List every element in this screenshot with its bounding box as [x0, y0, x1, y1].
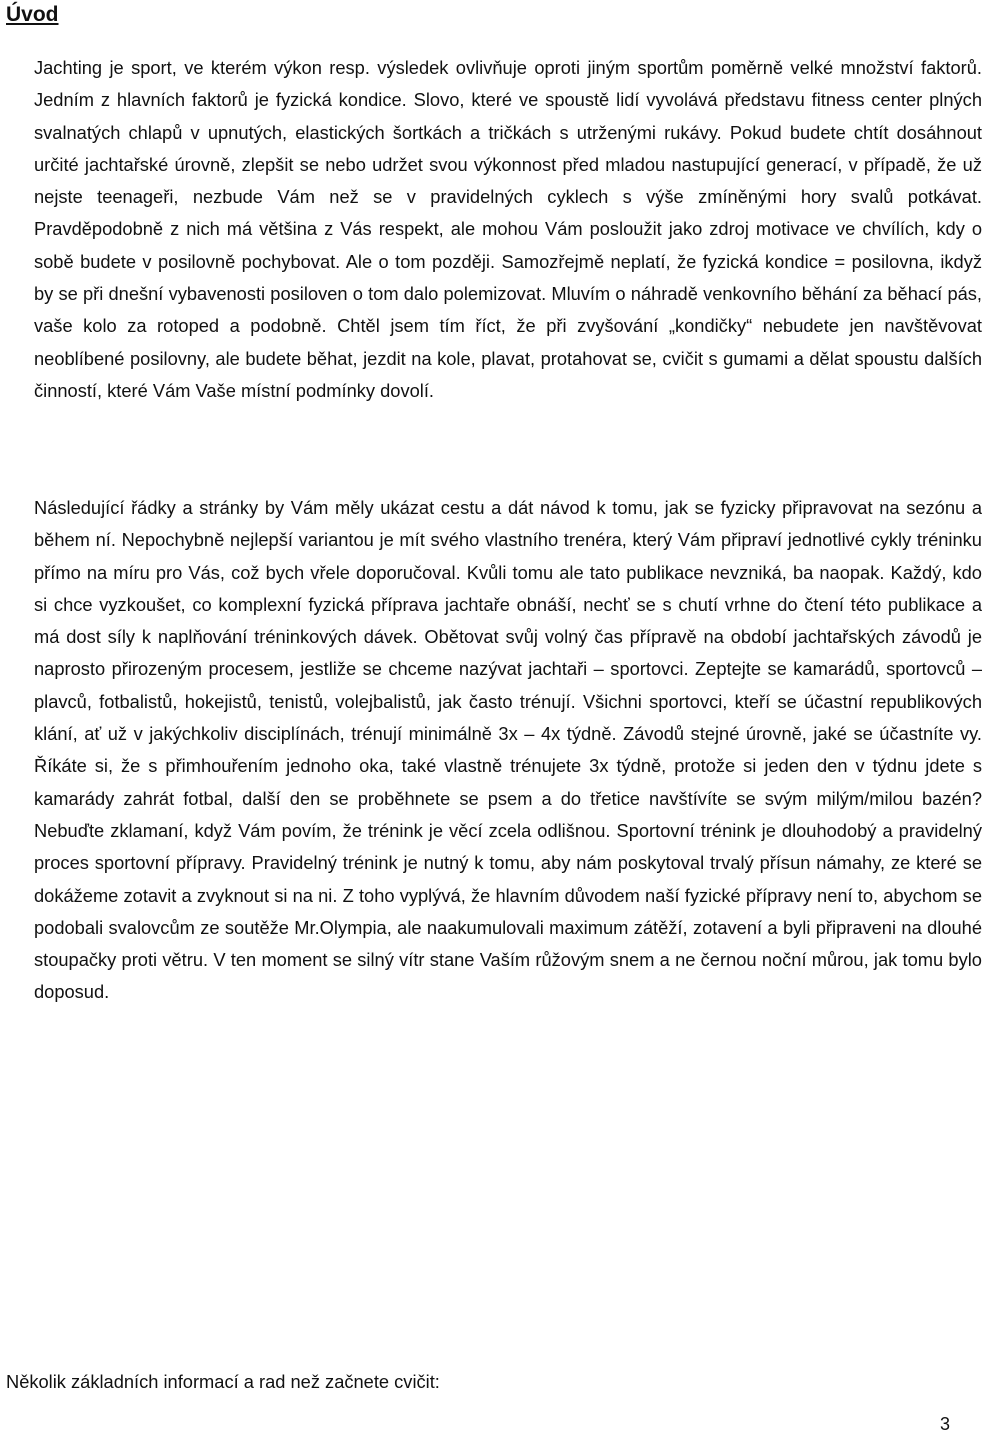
paragraph-2	[6, 492, 982, 1009]
paragraph-2-sentence-4: Každý, kdo si chce vyzkoušet, co komplexní fyzická příprava jachtaře obnáší, nechť se s chutí vrhne do čtení této publikace a má dost síly k naplňování tréninkových dávek.	[34, 561, 982, 648]
paragraph-2-sentence-9: Říkáte si, že s přimhouřením jednoho oka, také vlastně trénujete 3x týdně, protože si jeden den v týdnu jdete s kamarády zahrát fotbal, další den se proběhnete se psem a do třetice navštívíte se svým milým/milou bazén?	[34, 755, 982, 809]
paragraph-1-sentence-2: Pokud budete chtít dosáhnout určité jachtařské úrovně, zlepšit se nebo udržet svou výkonnost před mladou nastupující generací, v případě, že už nejste teenageři, nezbude Vám než se v pravidelných cyklech s výše zmíněnými hory svalů potkávat.	[34, 121, 982, 208]
paragraph-2-sentence-5: Obětovat svůj volný čas přípravě na období jachtařských závodů je naprosto přirozeným procesem, jestliže se chceme nazývat jachtaři – sportovci.	[34, 626, 982, 680]
paragraph-1	[6, 52, 982, 407]
page-number: 3	[939, 1414, 950, 1434]
paragraph-2-sentence-2: Nepochybně nejlepší variantou je mít svého vlastního trenéra, který Vám připraví jednotlivé cykly tréninku přímo na míru pro Vás, což bych vřele doporučoval.	[34, 529, 982, 583]
paragraph-2-sentence-7: Všichni sportovci, kteří se účastní republikových klání, ať už v jakýchkoliv disciplínách, trénují minimálně 3x – 4x týdně.	[34, 690, 982, 745]
section-heading: Úvod	[6, 3, 59, 26]
paragraph-2-sentence-3: Kvůli tomu ale tato publikace nevzniká, ba naopak.	[466, 561, 885, 583]
paragraph-2-sentence-8: Závodů stejné úrovně, jaké se účastníte vy.	[623, 723, 982, 745]
paragraph-2-sentence-11: Sportovní trénink je dlouhodobý a pravidelný proces sportovní přípravy.	[34, 819, 982, 874]
paragraph-1-sentence-5: Chtěl jsem tím říct, že při zvyšování „kondičky“ nebudete jen navštěvovat neoblíbené posilovny, ale budete běhat, jezdit na kole, plavat, protahovat se, cvičit s gumami a dělat spoustu dalších činností, které Vám Vaše místní podmínky dovolí.	[34, 315, 982, 401]
paragraph-2-sentence-14: V ten moment se silný vítr stane Vaším růžovým snem a ne černou noční můrou, jak tomu bylo doposud.	[34, 949, 982, 1003]
paragraph-2-sentence-6: Zeptejte se kamarádů, sportovců – plavců, fotbalistů, hokejistů, tenistů, volejbalistů, jak často trénují.	[34, 658, 982, 712]
paragraph-1-sentence-3: Pravděpodobně z nich má většina z Vás respekt, ale mohou Vám posloužit jako zdroj motivace ve chvílích, kdy o sobě budete v posilovně pochybovat. Ale o tom později.	[34, 218, 982, 272]
paragraph-2-sentence-10: Nebuďte zklamaní, když Vám povím, že trénink je věcí zcela odlišnou.	[34, 819, 611, 841]
paragraph-2-sentence-13: Z toho vyplývá, že hlavním důvodem naší fyzické přípravy není to, abychom se podobali svalovcům ze soutěže Mr.Olympia, ale naakumulovali maximum zátěží, zotavení a byli připraveni na dlouhé stoupačky proti větru.	[34, 884, 982, 971]
paragraph-1-sentence-4: Samozřejmě neplatí, že fyzická kondice = posilovna, ikdyž by se při dnešní vybavenosti posiloven o tom dalo polemizovat. Mluvím o náhradě venkovního běhání za běhací pás, vaše kolo za rotoped a podobně.	[34, 250, 982, 337]
tips-intro-line: Několik základních informací a rad než začnete cvičit:	[6, 1371, 440, 1392]
paragraph-2-sentence-1: Následující řádky a stránky by Vám měly ukázat cestu a dát návod k tomu, jak se fyzicky připravovat na sezónu a během ní.	[34, 497, 982, 551]
paragraph-2-sentence-12: Pravidelný trénink je nutný k tomu, aby nám poskytoval trvalý přísun námahy, ze které se dokážeme zotavit a zvyknout si na ni.	[34, 852, 982, 906]
paragraph-1-sentence-1: Jachting je sport, ve kterém výkon resp. výsledek ovlivňuje oproti jiným sportům poměrně velké množství faktorů. Jedním z hlavních faktorů je fyzická kondice. Slovo, které ve spoustě lidí vyvolává představu fitness center plných svalnatých chlapů v upnutých, elastických šortkách a tričkách s utrženými rukávy.	[34, 57, 982, 143]
